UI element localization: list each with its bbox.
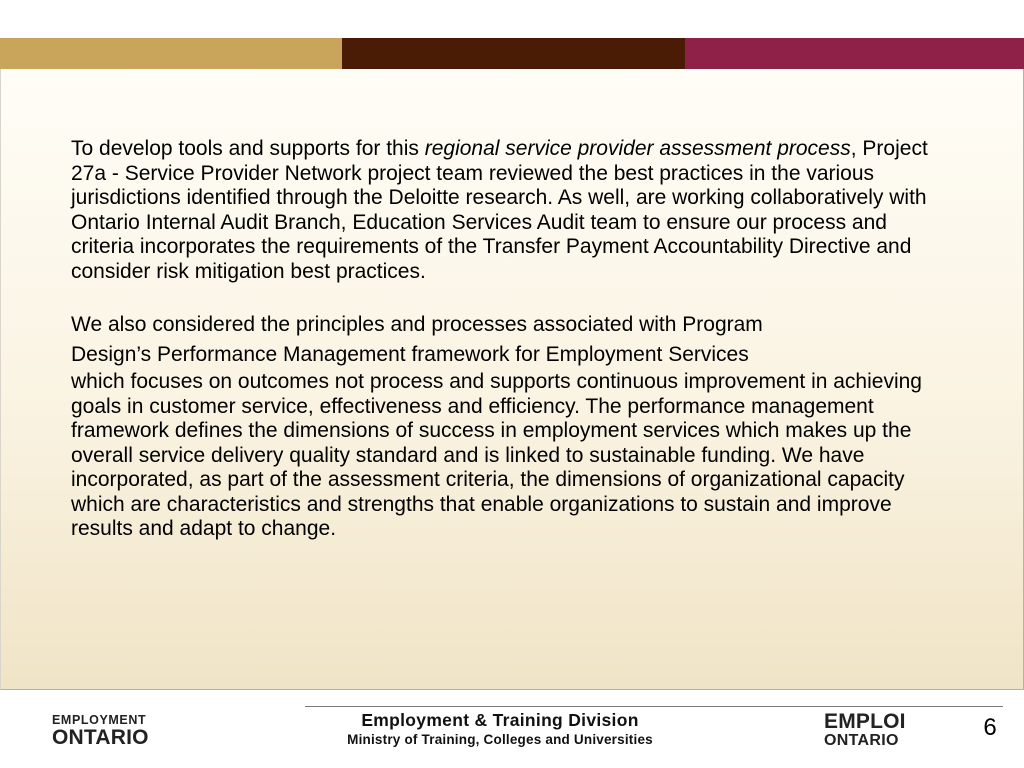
paragraph-1 (71, 137, 951, 284)
paragraph-1-rest: , Project 27a - Service Provider Network project team reviewed the best practices in the various jurisdictions identified through the Deloitte research. As well, are working collaboratively with Ontario Internal Audit Branch, Education Services Audit team to ensure our process and criteria incorporates the requirements of the Transfer Payment Accountability Directive and consider risk mitigation best practices. (71, 137, 928, 283)
logo-en-line-2: ONTARIO (52, 726, 149, 749)
paragraph-2-rest: which focuses on outcomes not process and supports continuous improvement in achieving goals in customer service, effectiveness and efficiency. The performance management framework defines the dimensions of success in employment services which makes up the overall service delivery quality standard and is linked to sustainable funding. We have incorporated, as part of the assessment criteria, the dimensions of organizational capacity which are characteristics and strengths that enable organizations to sustain and improve results and adapt to change. (71, 370, 922, 540)
logo-fr-line-1: EMPLOI (824, 710, 906, 733)
footer-divider (305, 706, 1003, 707)
band-segment-brown (342, 38, 685, 69)
page-number: 6 (983, 714, 997, 741)
band-segment-burgundy (685, 38, 1024, 69)
band-segment-tan (0, 38, 342, 69)
ministry-subtitle: Ministry of Training, Colleges and Universities (347, 732, 653, 747)
logo-en-line-1: EMPLOYMENT (52, 713, 147, 727)
paragraph-2-line-1: We also considered the principles and processes associated with Program (71, 313, 763, 336)
paragraph-1-italic: regional service provider assessment process (424, 137, 851, 160)
division-title: Employment & Training Division (361, 710, 639, 730)
body-text (71, 137, 951, 542)
header-color-band (0, 38, 1024, 69)
footer-title (300, 709, 700, 749)
employment-ontario-logo (52, 712, 172, 748)
logo-fr-line-2: ONTARIO (824, 732, 899, 749)
paragraph-2-line-2: Design’s Performance Management framework for Employment Services (71, 343, 749, 366)
emploi-ontario-logo (824, 712, 928, 749)
paragraph-2 (71, 310, 951, 542)
paragraph-1-lead: To develop tools and supports for this (71, 137, 425, 160)
